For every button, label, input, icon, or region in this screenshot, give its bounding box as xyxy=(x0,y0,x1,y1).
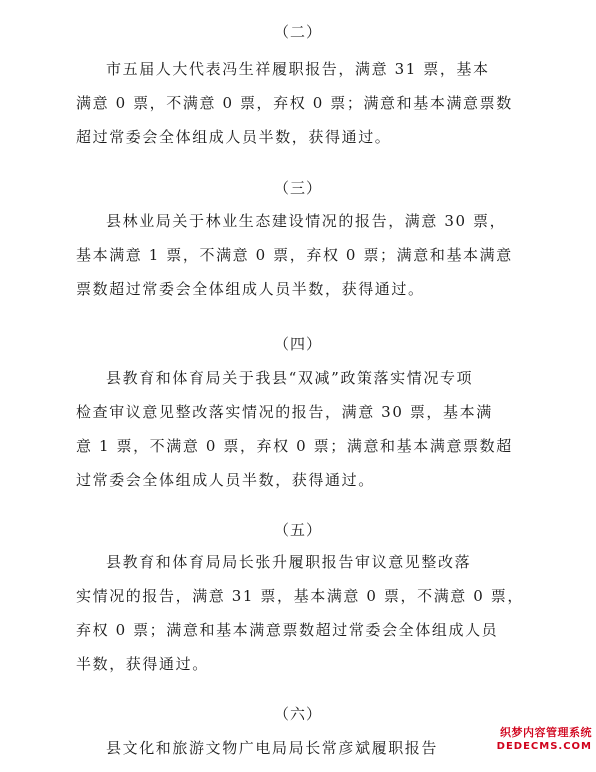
section-heading-2: （二） xyxy=(273,23,322,41)
body-line: 县文化和旅游文物广电局局长常彦斌履职报告 xyxy=(106,739,439,757)
body-line: 过常委会全体组成人员半数，获得通过。 xyxy=(76,471,375,489)
body-line: 意 1 票，不满意 0 票，弃权 0 票；满意和基本满意票数超 xyxy=(76,437,513,455)
body-line: 县林业局关于林业生态建设情况的报告，满意 30 票， xyxy=(106,212,507,230)
body-line: 检查审议意见整改落实情况的报告，满意 30 票，基本满 xyxy=(76,403,493,421)
body-line: 县教育和体育局关于我县“双减”政策落实情况专项 xyxy=(106,369,474,387)
body-line: 县教育和体育局局长张升履职报告审议意见整改落 xyxy=(106,553,472,571)
body-line: 票数超过常委会全体组成人员半数，获得通过。 xyxy=(76,280,425,298)
watermark-url: DEDECMS.COM xyxy=(496,741,592,752)
section-heading-3: （三） xyxy=(273,179,322,197)
body-line: 基本满意 1 票，不满意 0 票，弃权 0 票；满意和基本满意 xyxy=(76,246,513,264)
watermark-logo xyxy=(474,726,592,756)
section-heading-5: （五） xyxy=(273,521,322,539)
body-line: 满意 0 票，不满意 0 票，弃权 0 票；满意和基本满意票数 xyxy=(76,94,513,112)
section-body-4 xyxy=(76,368,546,504)
section-body-3 xyxy=(76,211,546,313)
section-body-2 xyxy=(76,59,546,161)
body-line: 弃权 0 票；满意和基本满意票数超过常委会全体组成人员 xyxy=(76,621,499,639)
watermark-text: 织梦内容管理系统 xyxy=(500,726,592,739)
body-line: 超过常委会全体组成人员半数，获得通过。 xyxy=(76,128,392,146)
body-line: 实情况的报告，满意 31 票，基本满意 0 票，不满意 0 票， xyxy=(76,587,524,605)
section-heading-4: （四） xyxy=(273,335,322,353)
section-body-5 xyxy=(76,552,546,688)
body-line: 市五届人大代表冯生祥履职报告，满意 31 票，基本 xyxy=(106,60,490,78)
body-line: 半数，获得通过。 xyxy=(76,655,209,673)
section-heading-6: （六） xyxy=(273,705,322,723)
